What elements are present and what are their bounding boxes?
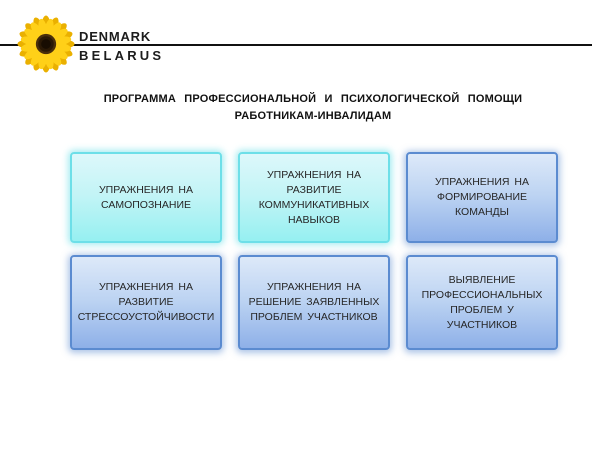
program-box-professional-problems: ВЫЯВЛЕНИЕ ПРОФЕССИОНАЛЬНЫХ ПРОБЛЕМ У УЧАСТНИКОВ	[406, 255, 558, 350]
slide-title	[26, 91, 600, 125]
program-boxes-grid	[70, 152, 558, 350]
header-divider-line	[0, 44, 592, 46]
program-box-communication-skills: УПРАЖНЕНИЯ НА РАЗВИТИЕ КОММУНИКАТИВНЫХ НАВЫКОВ	[238, 152, 390, 243]
slide-title-line2: РАБОТНИКАМ-ИНВАЛИДАМ	[234, 110, 392, 122]
program-box-stress-resistance: УПРАЖНЕНИЯ НА РАЗВИТИЕ СТРЕССОУСТОЙЧИВОСТИ	[70, 255, 222, 350]
logo-label-belarus: BELARUS	[79, 48, 165, 63]
sunflower-icon	[17, 15, 75, 73]
logo-label-denmark: DENMARK	[79, 29, 152, 44]
program-box-self-knowledge: УПРАЖНЕНИЯ НА САМОПОЗНАНИЕ	[70, 152, 222, 243]
program-box-team-building: УПРАЖНЕНИЯ НА ФОРМИРОВАНИЕ КОМАНДЫ	[406, 152, 558, 243]
slide-title-line1: ПРОГРАММА ПРОФЕССИОНАЛЬНОЙ И ПСИХОЛОГИЧЕСКОЙ ПОМОЩИ	[103, 93, 523, 105]
program-box-stated-problems: УПРАЖНЕНИЯ НА РЕШЕНИЕ ЗАЯВЛЕННЫХ ПРОБЛЕМ УЧАСТНИКОВ	[238, 255, 390, 350]
